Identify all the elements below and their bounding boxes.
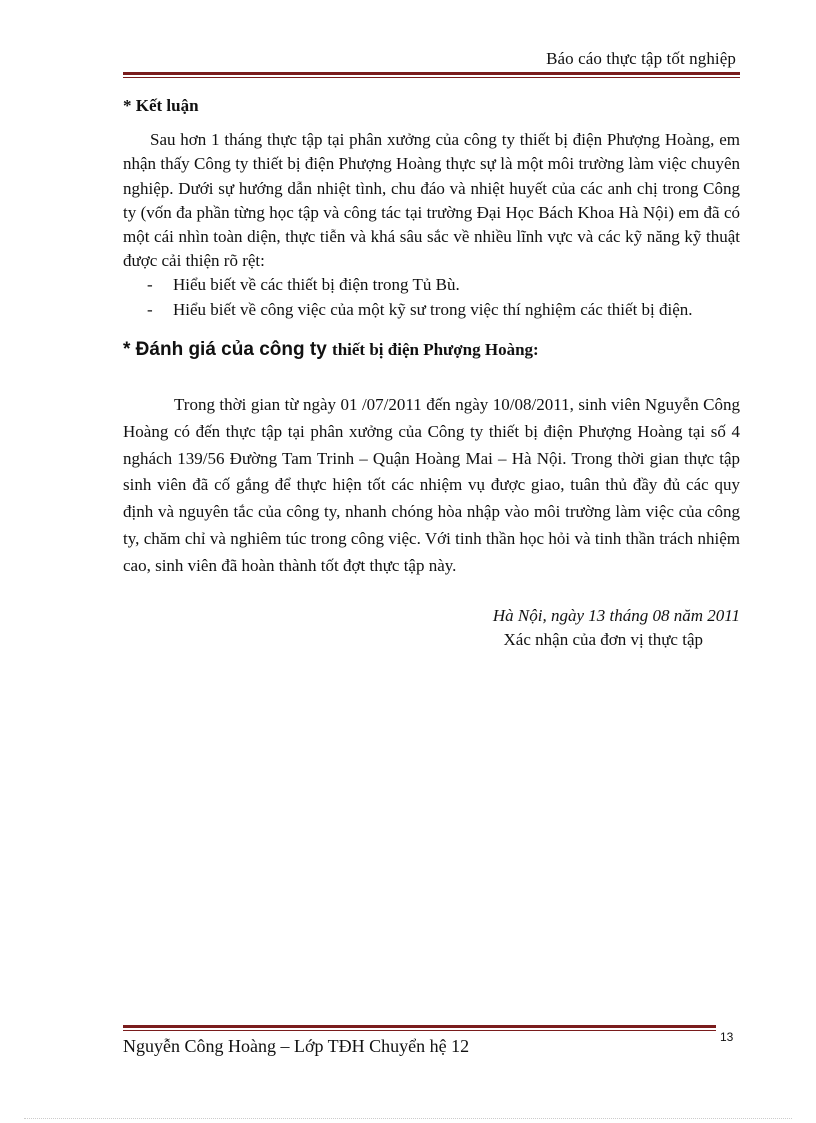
bullet-dash: - [147,299,153,319]
header-title: Báo cáo thực tập tốt nghiệp [546,49,736,68]
conclusion-bullet-list [123,273,740,321]
evaluation-heading-tail: thiết bị điện Phượng Hoàng: [332,339,539,359]
confirmation-label: Xác nhận của đơn vị thực tập [503,629,703,649]
conclusion-heading: * Kết luận [123,96,199,115]
footer-rule [123,1025,716,1031]
evaluation-heading-main: * Đánh giá của công ty [123,338,333,360]
conclusion-paragraph: Sau hơn 1 tháng thực tập tại phân xưởng của công ty thiết bị điện Phượng Hoàng, em nhận thấy Công ty thiết bị điện Phượng Hoàng thực sự là một môi trường làm việc chuyên nghiệp. Dưới sự hướng dẫn nhiệt tình, chu đáo và nhiệt huyết của các anh chị trong Công ty (vốn đa phần từng học tập và công tác tại trường Đại Học Bách Khoa Hà Nội) em đã có một cái nhìn toàn diện, thực tiễn và khá sâu sắc về nhiều lĩnh vực và các kỹ năng kỹ thuật được cải thiện rõ rệt: [123,130,740,271]
list-item [123,273,740,297]
list-item [123,298,740,322]
page-number: 13 [720,1030,734,1044]
bullet-text: Hiểu biết về công việc của một kỹ sư trong việc thí nghiệm các thiết bị điện. [173,299,693,319]
place-date: Hà Nội, ngày 13 tháng 08 năm 2011 [492,605,740,625]
bullet-text: Hiểu biết về các thiết bị điện trong Tủ Bù. [173,275,460,295]
page-edge-divider [24,1118,792,1119]
evaluation-paragraph: Trong thời gian từ ngày 01 /07/2011 đến ngày 10/08/2011, sinh viên Nguyễn Công Hoàng có đến thực tập tại phân xưởng của Công ty thiết bị điện Phượng Hoàng tại số 4 nghách 139/56 Đường Tam Trinh – Quận Hoàng Mai – Hà Nội. Trong thời gian thực tập sinh viên đã cố gắng để thực hiện tốt các nhiệm vụ được giao, tuân thủ đầy đủ các quy định và nguyên tắc của công ty, nhanh chóng hòa nhập vào môi trường làm việc của công ty, chăm chỉ và nghiêm túc trong công việc. Với tinh thần học hỏi và tinh thần trách nhiệm cao, sinh viên đã hoàn thành tốt đợt thực tập này. [123,395,740,575]
header-rule [123,72,740,78]
main-content [123,94,740,652]
bullet-dash: - [147,275,153,295]
evaluation-heading [123,338,740,362]
footer-author: Nguyễn Công Hoàng – Lớp TĐH Chuyển hệ 12 [123,1036,470,1056]
